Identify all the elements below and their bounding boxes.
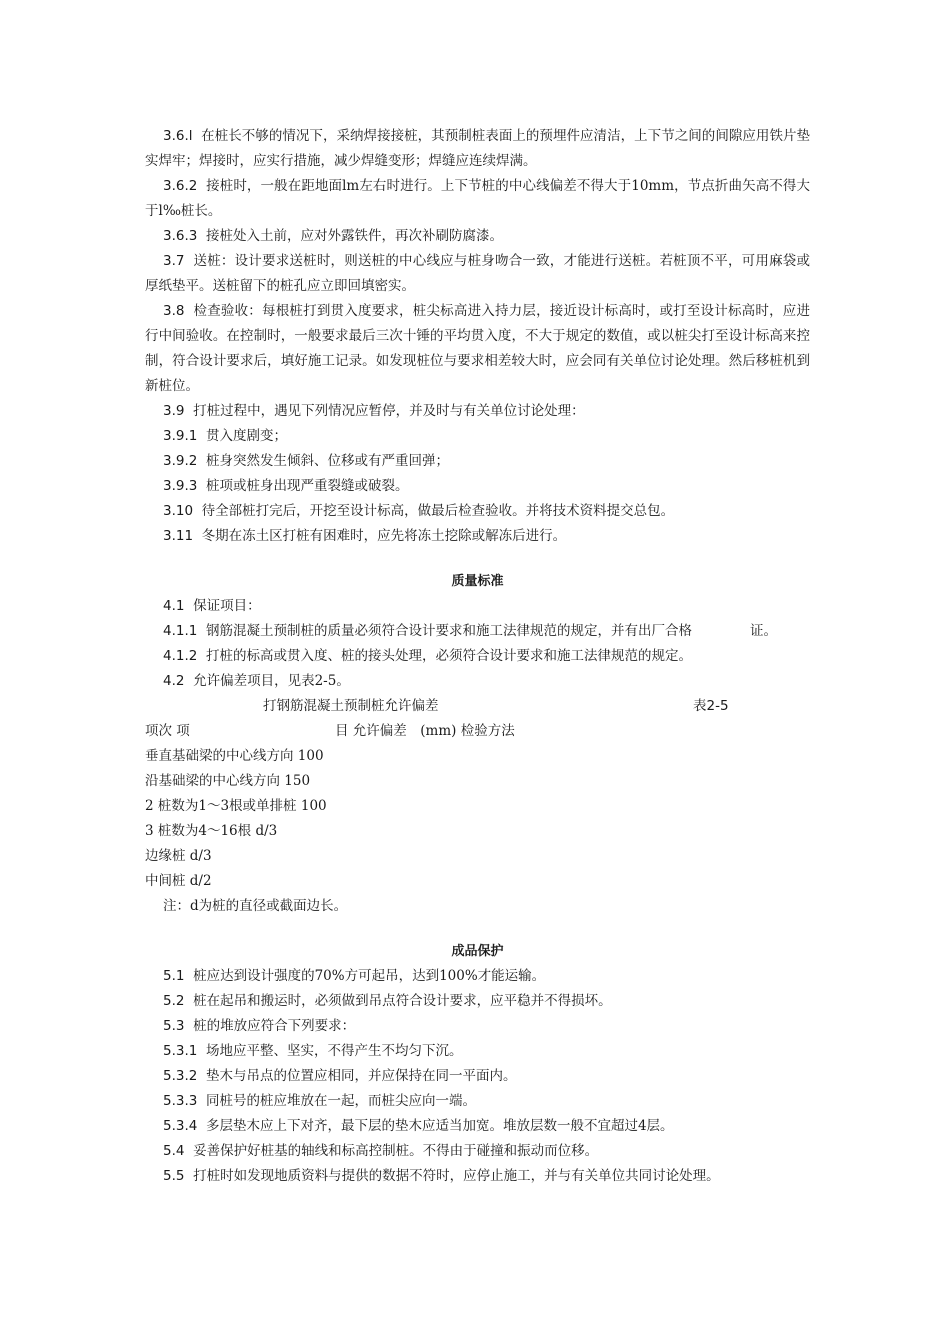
table-header-right: 目 允许偏差 (mm) 检验方法 <box>335 723 515 739</box>
table-row: 边缘桩 d/3 <box>145 848 212 864</box>
table-caption <box>145 694 810 719</box>
table-title: 打钢筋混凝土预制桩允许偏差 <box>263 698 439 714</box>
document-page <box>145 124 810 1189</box>
clause-5-3-2 <box>145 1064 810 1089</box>
section-heading: 质量标准 <box>451 574 504 589</box>
clause-text: 桩应达到设计强度的70%方可起吊，达到100%才能运输。 <box>193 968 546 984</box>
table-row: 垂直基础梁的中心线方向 100 <box>145 748 324 764</box>
clause-text: 送桩：设计要求送桩时，则送桩的中心线应与桩身吻合一致，才能进行送桩。若桩顶不平，可用麻袋或厚纸垫平。送桩留下的桩孔应立即回填密实。 <box>145 253 810 294</box>
clause-4-2 <box>145 669 810 694</box>
clause-3-8 <box>145 299 810 399</box>
clause-text: 检查验收：每根桩打到贯入度要求，桩尖标高进入持力层，接近设计标高时，或打至设计标高时，应进行中间验收。在控制时，一般要求最后三次十锤的平均贯入度，不大于规定的数值，或以桩尖打至设计标高来控制，符合设计要求后，填好施工记录。如发现桩位与要求相差较大时，应会同有关单位讨论处理。然后移桩机到新桩位。 <box>145 303 810 394</box>
clause-5-3 <box>145 1014 810 1039</box>
clause-text: 桩项或桩身出现严重裂缝或破裂。 <box>205 478 409 494</box>
table-header <box>145 719 810 744</box>
clause-number: 4.1.1 <box>163 623 198 639</box>
clause-5-4 <box>145 1139 810 1164</box>
clause-number: 3.6.2 <box>163 178 198 194</box>
section-protection <box>145 939 810 1189</box>
clause-text: 同桩号的桩应堆放在一起，而桩尖应向一端。 <box>205 1093 476 1109</box>
clause-number: 5.3.3 <box>163 1093 198 1109</box>
clause-text: 接桩时，一般在距地面lm左右时进行。上下节桩的中心线偏差不得大于10mm，节点折曲矢高不得大于l‰桩长。 <box>145 178 810 219</box>
clause-4-1-1 <box>145 619 810 644</box>
clause-number: 5.2 <box>163 993 185 1009</box>
clause-3-9-3 <box>145 474 810 499</box>
clause-5-5 <box>145 1164 810 1189</box>
clause-number: 3.6.l <box>163 128 193 144</box>
clause-3-7 <box>145 249 810 299</box>
clause-text: 钢筋混凝土预制桩的质量必须符合设计要求和施工法律规范的规定，并有出厂合格 <box>205 623 692 639</box>
clause-number: 5.4 <box>163 1143 185 1159</box>
clause-text: 场地应平整、坚实，不得产生不均匀下沉。 <box>205 1043 463 1059</box>
clause-number: 5.3.1 <box>163 1043 198 1059</box>
table-row: 沿基础梁的中心线方向 150 <box>145 773 311 789</box>
clause-number: 3.7 <box>163 253 185 269</box>
clause-number: 5.5 <box>163 1168 185 1184</box>
clause-text: 多层垫木应上下对齐，最下层的垫木应适当加宽。堆放层数一般不宜超过4层。 <box>205 1118 674 1134</box>
clause-3-6-3 <box>145 224 810 249</box>
table-row: 中间桩 d/2 <box>145 873 212 889</box>
clause-text: 打桩时如发现地质资料与提供的数据不符时，应停止施工，并与有关单位共同讨论处理。 <box>193 1168 720 1184</box>
clause-3-10 <box>145 499 810 524</box>
clause-number: 3.9 <box>163 403 185 419</box>
table-ref: 表2-5 <box>693 698 729 714</box>
clause-3-9-1 <box>145 424 810 449</box>
clause-number: 3.8 <box>163 303 185 319</box>
clause-5-3-1 <box>145 1039 810 1064</box>
clause-number: 3.9.3 <box>163 478 198 494</box>
clause-number: 4.1 <box>163 598 185 614</box>
clause-text: 桩的堆放应符合下列要求： <box>193 1018 356 1034</box>
clause-text: 桩在起吊和搬运时，必须做到吊点符合设计要求，应平稳并不得损坏。 <box>193 993 612 1009</box>
clause-text: 打桩过程中，遇见下列情况应暂停，并及时与有关单位讨论处理： <box>193 403 585 419</box>
clause-text-tail: 证。 <box>749 623 777 639</box>
clause-text: 冬期在冻土区打桩有困难时，应先将冻土挖除或解冻后进行。 <box>201 528 567 544</box>
clause-text: 贯入度剧变； <box>205 428 287 444</box>
clause-text: 允许偏差项目，见表2-5。 <box>193 673 350 689</box>
clause-number: 4.2 <box>163 673 185 689</box>
clause-number: 3.11 <box>163 528 194 544</box>
clause-text: 妥善保护好桩基的轴线和标高控制桩。不得由于碰撞和振动而位移。 <box>193 1143 599 1159</box>
clause-3-11 <box>145 524 810 549</box>
clause-3-9 <box>145 399 810 424</box>
table-row: 3 桩数为4～16根 d/3 <box>145 823 278 839</box>
clause-5-3-4 <box>145 1114 810 1139</box>
clause-number: 3.9.1 <box>163 428 198 444</box>
clause-number: 3.6.3 <box>163 228 198 244</box>
table-header-left: 项次 项 <box>145 723 190 739</box>
clause-text: 接桩处入土前，应对外露铁件，再次补刷防腐漆。 <box>205 228 503 244</box>
clause-text: 桩身突然发生倾斜、位移或有严重回弹； <box>205 453 449 469</box>
clause-number: 3.9.2 <box>163 453 198 469</box>
clause-text: 打桩的标高或贯入度、桩的接头处理，必须符合设计要求和施工法律规范的规定。 <box>205 648 692 664</box>
table-note: 注：d为桩的直径或截面边长。 <box>163 898 348 914</box>
clause-text: 待全部桩打完后，开挖至设计标高，做最后检查验收。并将技术资料提交总包。 <box>201 503 675 519</box>
clause-3-9-2 <box>145 449 810 474</box>
clause-number: 5.3.2 <box>163 1068 198 1084</box>
clause-5-2 <box>145 989 810 1014</box>
clause-3-6-1 <box>145 124 810 174</box>
clause-number: 4.1.2 <box>163 648 198 664</box>
table-row: 2 桩数为1～3根或单排桩 100 <box>145 798 327 814</box>
clause-5-3-3 <box>145 1089 810 1114</box>
clause-3-6-2 <box>145 174 810 224</box>
clause-text: 垫木与吊点的位置应相同，并应保持在同一平面内。 <box>205 1068 517 1084</box>
clause-4-1-2 <box>145 644 810 669</box>
clause-number: 5.3.4 <box>163 1118 198 1134</box>
section-quality <box>145 569 810 919</box>
section-3 <box>145 124 810 549</box>
clause-number: 5.1 <box>163 968 185 984</box>
clause-4-1 <box>145 594 810 619</box>
clause-number: 5.3 <box>163 1018 185 1034</box>
clause-number: 3.10 <box>163 503 194 519</box>
section-heading: 成品保护 <box>451 944 504 959</box>
clause-5-1 <box>145 964 810 989</box>
clause-text: 保证项目： <box>193 598 261 614</box>
clause-text: 在桩长不够的情况下，采纳焊接接桩，其预制桩表面上的预埋件应清洁，上下节之间的间隙应用铁片垫实焊牢；焊接时，应实行措施，减少焊缝变形；焊缝应连续焊满。 <box>145 128 811 169</box>
